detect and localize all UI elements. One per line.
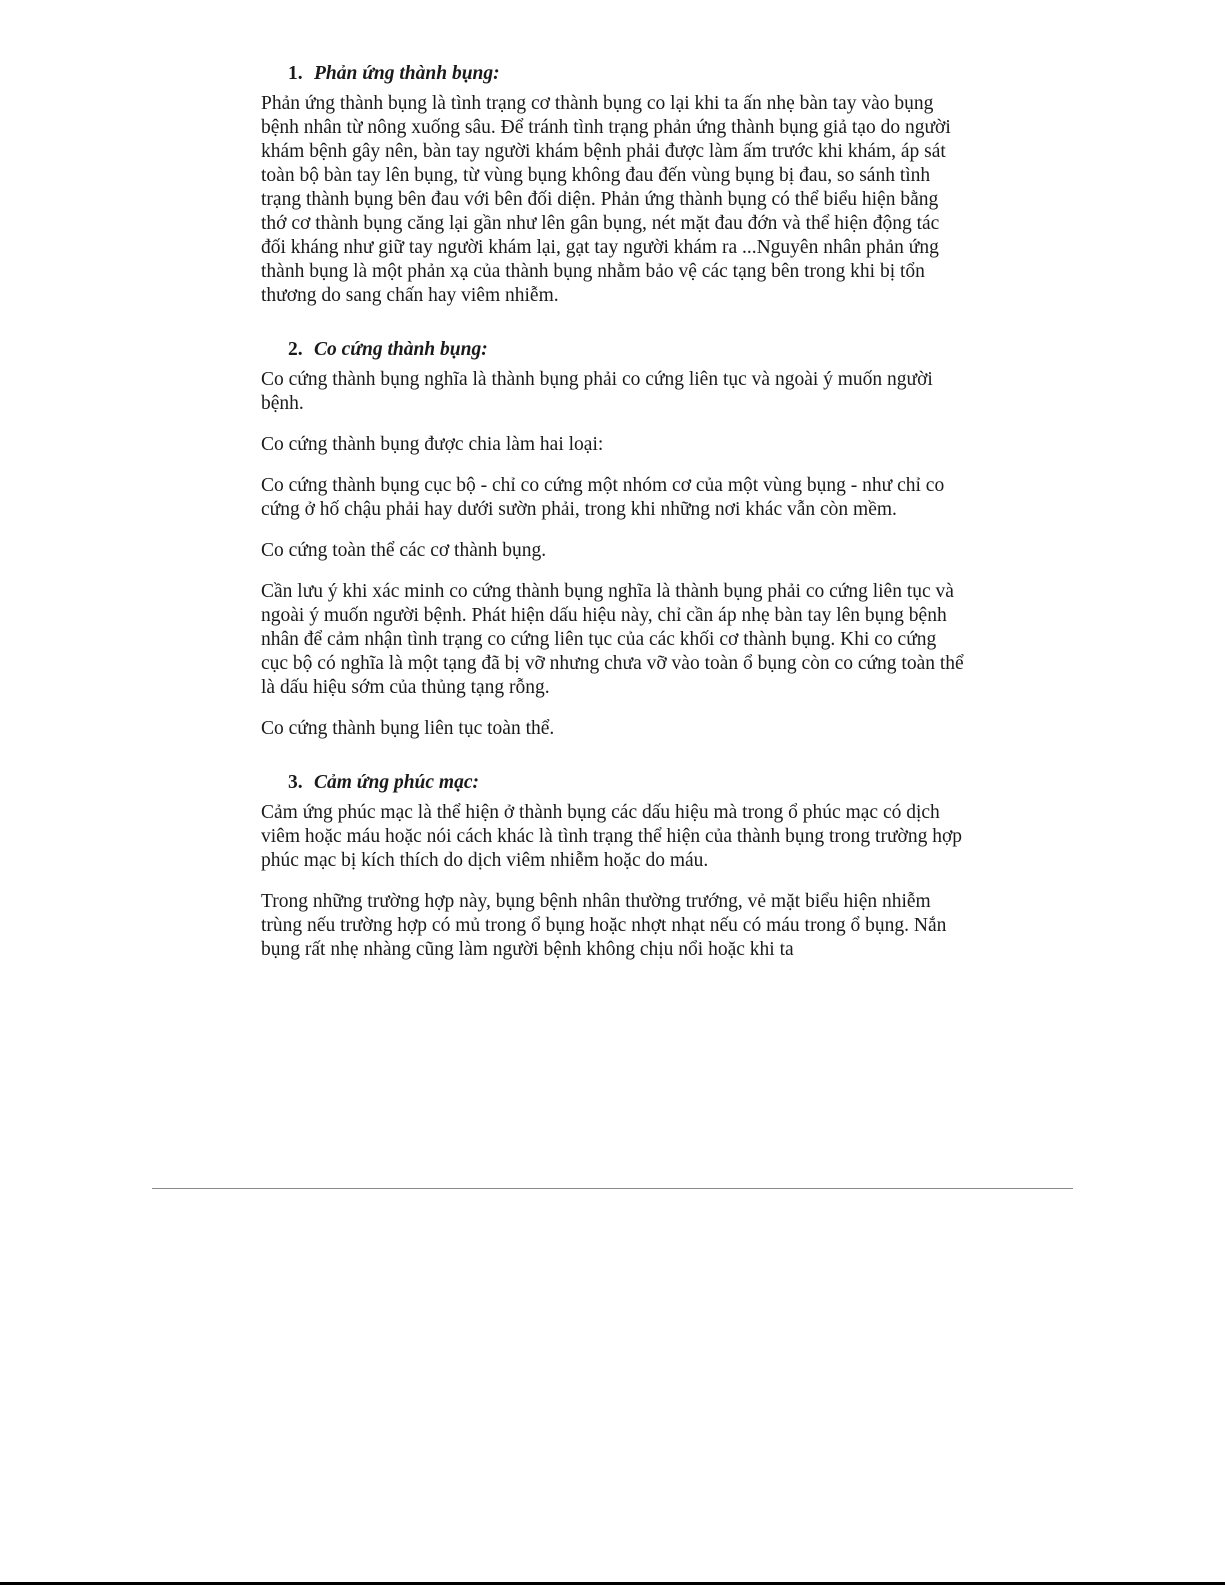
section-heading [261,771,965,795]
footer-divider [152,1188,1073,1189]
paragraph: Cảm ứng phúc mạc là thể hiện ở thành bụng các dấu hiệu mà trong ổ phúc mạc có dịch viêm hoặc máu hoặc nói cách khác là tình trạng thể hiện của thành bụng trong trường hợp phúc mạc bị kích thích do dịch viêm nhiễm hoặc do máu. [261,802,963,871]
section-cam-ung-phuc-mac [261,771,965,962]
paragraph: Cần lưu ý khi xác minh co cứng thành bụng nghĩa là thành bụng phải co cứng liên tục và ngoài ý muốn người bệnh. Phát hiện dấu hiệu này, chỉ cần áp nhẹ bàn tay lên bụng bệnh nhân để cảm nhận tình trạng co cứng liên tục của các khối cơ thành bụng. Khi co cứng cục bộ có nghĩa là một tạng đã bị vỡ nhưng chưa vỡ vào toàn ổ bụng còn co cứng toàn thể là dấu hiệu sớm của thủng tạng rỗng. [261,581,964,698]
section-title: Cảm ứng phúc mạc: [314,772,479,793]
section-co-cung-thanh-bung [261,338,965,741]
section-phan-ung-thanh-bung [261,62,965,308]
paragraph: Co cứng thành bụng liên tục toàn thể. [261,718,555,739]
paragraph: Phản ứng thành bụng là tình trạng cơ thành bụng co lại khi ta ấn nhẹ bàn tay vào bụng bệnh nhân từ nông xuống sâu. Để tránh tình trạng phản ứng thành bụng giả tạo do người khám bệnh gây nên, bàn tay người khám bệnh phải được làm ấm trước khi khám, áp sát toàn bộ bàn tay lên bụng, từ vùng bụng không đau đến vùng bụng bị đau, so sánh tình trạng thành bụng bên đau với bên đối diện. Phản ứng thành bụng có thể biểu hiện bằng thớ cơ thành bụng căng lại gần như lên gân bụng, nét mặt đau đớn và thể hiện động tác đối kháng như giữ tay người khám lại, gạt tay người khám ra ...Nguyên nhân phản ứng thành bụng là một phản xạ của thành bụng nhằm bảo vệ các tạng bên trong khi bị tổn thương do sang chấn hay viêm nhiễm. [261,93,951,306]
paragraph: Co cứng thành bụng cục bộ - chỉ co cứng một nhóm cơ của một vùng bụng - như chỉ co cứng ở hố chậu phải hay dưới sườn phải, trong khi những nơi khác vẫn còn mềm. [261,475,945,520]
paragraph: Co cứng toàn thể các cơ thành bụng. [261,540,547,561]
section-title: Phản ứng thành bụng: [314,63,500,84]
section-number: 2. [288,339,303,360]
page-content [261,62,965,979]
section-number: 3. [288,772,303,793]
section-heading [261,62,965,86]
section-number: 1. [288,63,303,84]
section-title: Co cứng thành bụng: [314,339,488,360]
paragraph: Co cứng thành bụng nghĩa là thành bụng phải co cứng liên tục và ngoài ý muốn người bệnh. [261,369,933,414]
section-heading [261,338,965,362]
paragraph: Co cứng thành bụng được chia làm hai loại: [261,434,604,455]
paragraph: Trong những trường hợp này, bụng bệnh nhân thường trướng, vẻ mặt biểu hiện nhiễm trùng nếu trường hợp có mủ trong ổ bụng hoặc nhợt nhạt nếu có máu trong ổ bụng. Nắn bụng rất nhẹ nhàng cũng làm người bệnh không chịu nổi hoặc khi ta [261,891,947,960]
